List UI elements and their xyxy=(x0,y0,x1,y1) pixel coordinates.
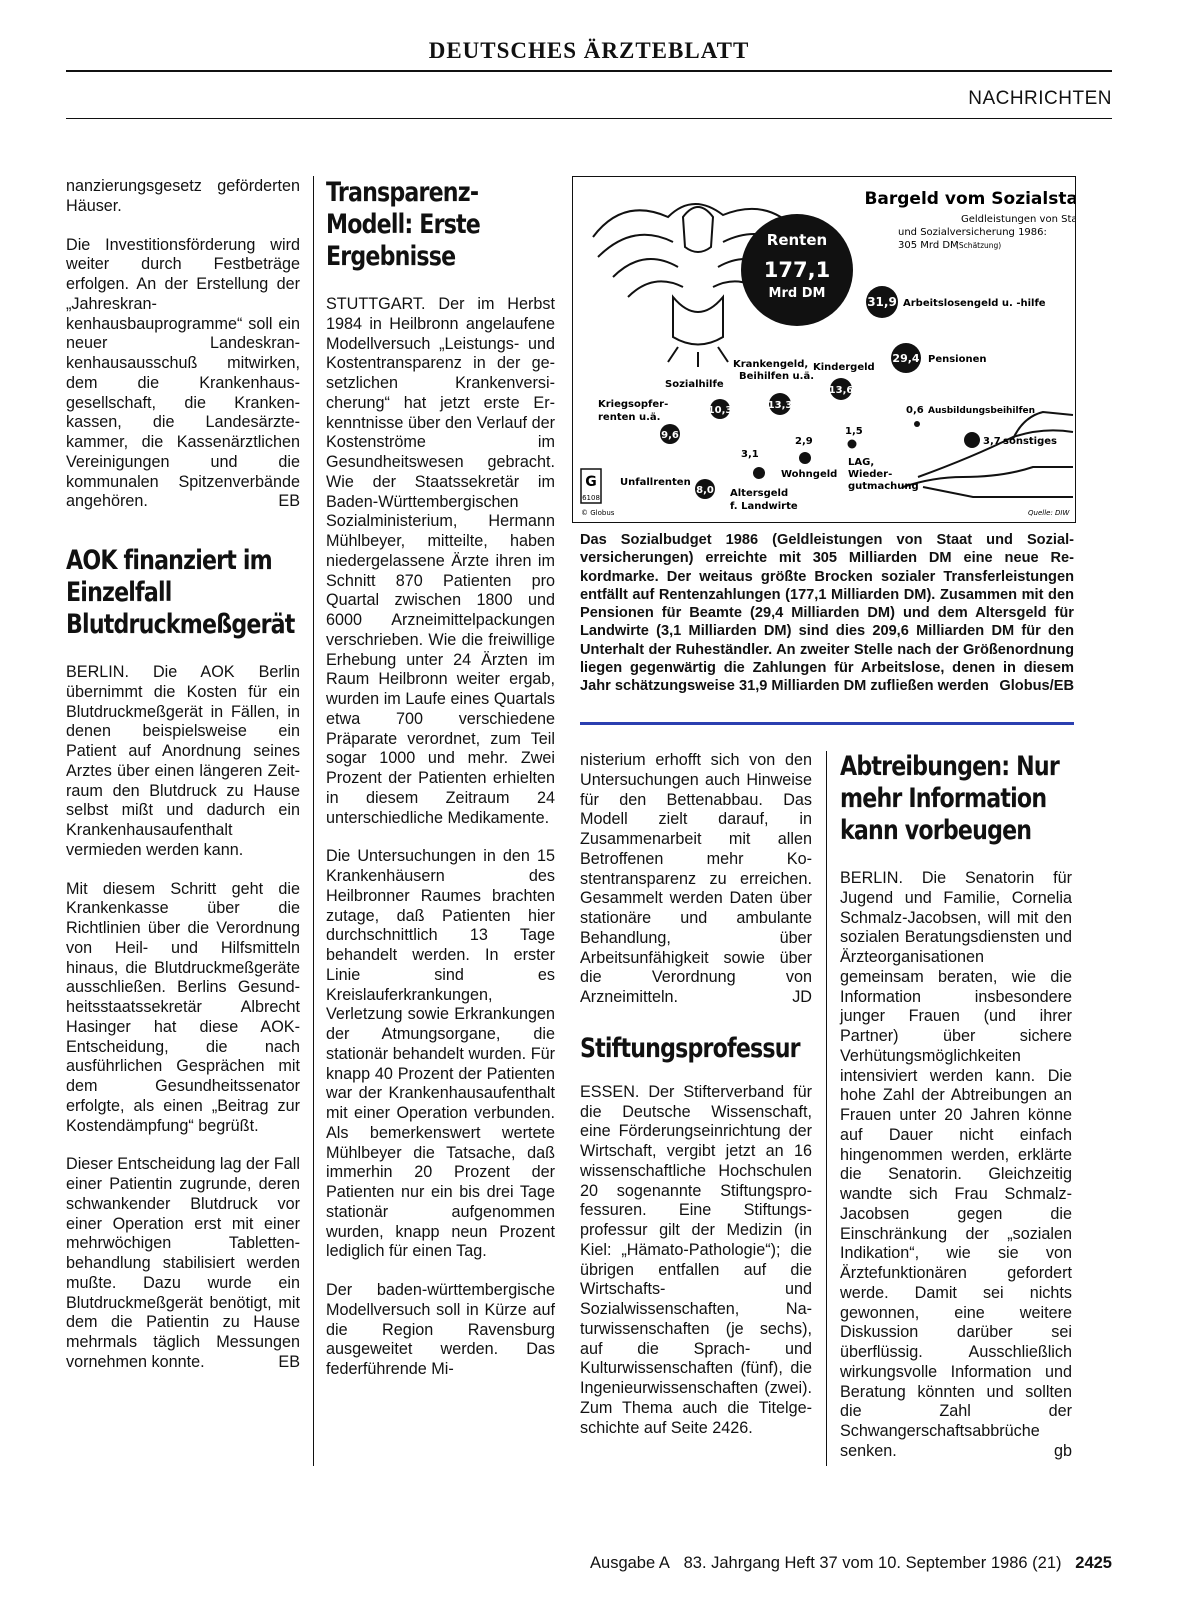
kriegsopferrenten-value: 9,6 xyxy=(661,430,679,441)
unfallrenten-value: 8,0 xyxy=(696,485,714,496)
chart-bubble-ausbildungsbeihilfen xyxy=(914,421,920,427)
chart-box xyxy=(572,176,1076,523)
chart-svg xyxy=(573,177,1075,522)
lag-label-2: Wieder- xyxy=(848,469,893,480)
chart-bubble-lag xyxy=(848,440,857,449)
footer-page-number: 2425 xyxy=(1075,1554,1112,1572)
aok-paragraph-3 xyxy=(66,1155,300,1372)
chart-subtitle-2: und Sozialversicherung 1986: xyxy=(898,227,1047,238)
kriegsopferrenten-label-2: renten u.ä. xyxy=(598,412,661,423)
ausbildung-label: Ausbildungsbeihilfen xyxy=(928,406,1036,416)
abtreibung-paragraph-1-text: BERLIN. Die Senatorin für Jugend und Familie, Cornelia Schmalz-Jacobsen, will mit den sozialen Beratungsdiensten und Ärzteorganisationen gemeinsam beraten, wie die Information insbesondere junger Frauen (und ihrer Partner) über sichere Verhütungsmöglichkeiten intensiviert werden kann. Die hohe Zahl der Abtreibungen an Frauen unter 20 Jahren könne auf Dauer nicht einfach hingenommen werden, erklärte die Senatorin. Gleichzeitig wandte sich Frau Schmalz-Jacobsen gegen die Einschränkung der „sozialen Indikation“, wie sie von Ärztefunktionären gefordert werde. Damit sei nichts gewonnen, eine weitere Diskussion darüber sei überflüssig. Ausschließlich wirkungsvolle Information und Beratung könnten und sollten die Zahl der Schwangerschaftsabbrüche senken. xyxy=(840,869,1072,1460)
stiftung-paragraph-1: ESSEN. Der Stifterverband für die Deutsche Wissenschaft, eine Förderungseinrichtung der Wirtschaft, vergibt jetzt an 16 wissenschaftliche Hochschulen 20 sogenannte Stiftungsprofessuren. Eine Stiftungsprofessur gilt der Medizin (in Kiel: „Hämato-Pathologie“); die übrigen entfallen auf die Wirtschafts- und Sozialwissenschaften, Naturwissenschaften (je sechs), auf die Sprach- und Kulturwissenschaften (fünf), die Ingenieurwissenschaften (zwei). Zum Thema auch die Titelgeschichte auf Seite 2426. xyxy=(580,1082,812,1437)
arbeitslosengeld-label: Arbeitslosengeld u. -hilfe xyxy=(903,298,1046,309)
lag-label-3: gutmachung xyxy=(848,481,919,492)
arbeitslosengeld-value: 31,9 xyxy=(867,295,897,309)
abtreibung-headline: Abtreibungen: Nur mehr Information kann vorbeugen xyxy=(840,751,1059,846)
footer-edition: Ausgabe A xyxy=(590,1554,670,1572)
altersgeld-label-1: Altersgeld xyxy=(730,488,789,499)
krankengeld-label-1: Krankengeld, xyxy=(733,359,809,370)
chart-subtitle-3: 305 Mrd DM xyxy=(898,240,959,251)
section-rule xyxy=(66,118,1112,119)
column-divider-1 xyxy=(313,176,314,1466)
chart-caption xyxy=(580,531,1074,696)
column-4 xyxy=(840,751,1072,1481)
lag-value: 1,5 xyxy=(845,426,863,437)
globus-logo: G xyxy=(585,474,597,490)
footer-issue: 83. Jahrgang Heft 37 vom 10. September 1986 (21) xyxy=(683,1554,1062,1572)
col1-signature: EB xyxy=(278,492,300,511)
chart-subtitle-1: Geldleistungen von Staat xyxy=(961,214,1075,225)
masthead-rule xyxy=(66,70,1112,72)
sonstiges-label: sonstiges xyxy=(1003,436,1057,447)
chart-copyright: © Globus xyxy=(581,509,615,517)
section-title: NACHRICHTEN xyxy=(968,88,1112,109)
aok-paragraph-2: Mit diesem Schritt geht die Krankenkasse über die Richtlinien über die Verordnung von Heil- und Hilfsmitteln hinaus, die Blutdruckmeßgeräte ausschließen. Berlins Gesundheitsstaatssekretär Albrecht Hasinger hat diese AOK-Entscheidung, die nach ausführlichen Gesprächen mit dem Gesundheitssenator erfolgte, als einen „Beitrag zur Kostendämpfung“ begrüßt. xyxy=(66,879,300,1135)
column-2 xyxy=(326,177,555,1399)
abtreibung-signature: gb xyxy=(1053,1441,1072,1460)
aok-paragraph-3-text: Dieser Entscheidung lag der Fall einer Patientin zugrunde, deren schwankender Blutdruck vor einer Operation erst mit einer mehrwöchigen Tablettenbehandlung stabilisiert werden mußte. Dazu wurde ein Blutdruckmeßgerät benötigt, mit dem die Patientin zu Hause mehrmals täglich Messungen vornehmen konnte. xyxy=(66,1155,300,1371)
unfallrenten-label: Unfallrenten xyxy=(620,477,691,488)
altersgeld-label-2: f. Landwirte xyxy=(730,501,798,512)
column-divider-3 xyxy=(826,751,827,1466)
krankengeld-value: 13,3 xyxy=(767,400,793,411)
transparenz-paragraph-1: STUTTGART. Der im Herbst 1984 in Heilbronn angelaufene Modellversuch „Leistungs- und Kostentransparenz in der gesetzlichen Krankenversicherung“ hat jetzt erste Erkenntnisse über den Verlauf der Kostenströme im Gesundheitswesen gebracht. Wie der Staatssekretär im Baden-Württembergischen Sozialministerium, Hermann Mühlbeyer, mitteilte, haben niedergelassene Ärzte ihren im Schnitt 870 Patienten pro Quartal zwischen 1800 und 6000 Arzneimittelpackungen verschrieben. Wie die freiwillige Erhebung unter 24 Ärzten im Raum Heilbronn weiter ergab, wurden im Laufe eines Quartals etwa 700 verschiedene Präparate verordnet, zum Teil sogar 1000 und mehr. Zwei Prozent der Patienten erhielten in diesem Zeitraum 24 unterschiedliche Medikamente. xyxy=(326,295,555,827)
sonstiges-value: 3,7 xyxy=(983,436,1001,447)
wohngeld-label: Wohngeld xyxy=(781,469,838,480)
lag-label-1: LAG, xyxy=(848,457,875,468)
aok-paragraph-1: BERLIN. Die AOK Berlin übernimmt die Kosten für ein Blutdruckmeßgerät in Fällen, in denen beispielsweise ein Patient auf Anordnung seines Arztes über einen längeren Zeitraum den Blutdruck zu Hause selbst mißt und dadurch ein Krankenhausaufenthalt vermieden werden kann. xyxy=(66,663,300,859)
pensionen-label: Pensionen xyxy=(928,354,987,365)
wohngeld-value: 2,9 xyxy=(795,436,813,447)
col3-paragraph-1 xyxy=(580,751,812,1008)
kindergeld-label: Kindergeld xyxy=(813,362,875,373)
page-footer xyxy=(66,1554,1112,1573)
chart-bubble-wohngeld xyxy=(799,452,811,464)
abtreibung-paragraph-1 xyxy=(840,869,1072,1462)
col1-paragraph-2 xyxy=(66,236,300,513)
kindergeld-value: 13,6 xyxy=(828,385,854,396)
sozialhilfe-value: 10,3 xyxy=(707,405,733,416)
masthead: DEUTSCHES ÄRZTEBLATT xyxy=(428,38,750,63)
column-1 xyxy=(66,177,300,1392)
hand-icon xyxy=(903,412,1073,497)
renten-value: 177,1 xyxy=(763,258,831,282)
krankengeld-label-2: Beihilfen u.ä. xyxy=(739,371,815,382)
col1-paragraph-2-text: Die Investitionsförderung wird weiter durch Festbeträge erfolgen. An der Erstellung der „Jahreskrankenhausbauprogramme“ soll ein neuer Landeskrankenhausausschuß mitwirken, dem die Krankenhausgesellschaft, die Krankenkassen, die Landesärztekammer, die Kassenärztlichen Vereinigungen und die kommunalen Spitzenverbände angehören. xyxy=(66,235,300,511)
chart-caption-signature: Globus/EB xyxy=(999,678,1074,695)
chart-subtitle-4: (Schätzung) xyxy=(956,241,1002,250)
globus-number: 6108 xyxy=(582,494,600,502)
chart-title: Bargeld vom Sozialstaat xyxy=(864,189,1075,209)
transparenz-paragraph-3: Der baden-württembergische Modellversuch soll in Kürze auf die Region Ravensburg ausgeweitet werden. Das federführende Mi- xyxy=(326,1281,555,1378)
col1-paragraph-1: nanzierungsgesetz geförderten Häuser. xyxy=(66,177,300,215)
aok-headline: AOK finanziert im Einzelfall Blutdruckmeßgerät xyxy=(66,545,295,640)
altersgeld-value: 3,1 xyxy=(741,449,759,460)
renten-unit: Mrd DM xyxy=(768,286,826,301)
col3-signature: JD xyxy=(792,988,812,1006)
pensionen-value: 29,4 xyxy=(892,352,920,365)
chart-bubble-altersgeld xyxy=(753,467,765,479)
col3-paragraph-1-text: nisterium erhofft sich von den Untersuchungen auch Hinweise für den Bettenabbau. Das Modell zielt darauf, in Zusammenarbeit mit allen Betroffenen mehr Kostentransparenz zu erreichen. Gesammelt werden Daten über stationäre und ambulante Behandlung, über Arbeitsunfähigkeit sowie über die Verordnung von Arzneimitteln. xyxy=(580,751,812,1006)
chart-caption-text: Das Sozialbudget 1986 (Geldleistungen von Staat und Sozialversicherungen) erreichte mit 305 Milliarden DM eine neue Rekordmarke. Der weitaus größte Brocken sozialer Transferleistungen entfällt auf Rentenzahlungen (177,1 Milliarden DM). Zusammen mit den Pensionen für Beamte (29,4 Milliarden DM) und dem Altersgeld für Landwirte (3,1 Milliarden DM) sind dies 209,6 Milliarden DM für den Unterhalt der Ruheständler. An zweiter Stelle nach der Größenordnung liegen gegenwärtig die Zahlungen für Arbeitslose, denen in diesem Jahr schätzungsweise 31,9 Milliarden DM zufließen werden xyxy=(580,532,1074,695)
transparenz-headline: Transparenz-Modell: Erste Ergebnisse xyxy=(326,177,481,272)
aok-signature: EB xyxy=(278,1352,300,1371)
sozialhilfe-label: Sozialhilfe xyxy=(665,379,724,390)
ausbildung-value: 0,6 xyxy=(906,405,924,416)
chart-bubble-sonstiges xyxy=(964,432,980,448)
transparenz-paragraph-2: Die Untersuchungen in den 15 Krankenhäusern des Heilbronner Raumes brachten zutage, daß Patienten hier durchschnittlich 13 Tage behandelt werden. In erster Linie sind es Kreislauferkrankungen, Verletzung sowie Erkrankungen der Atmungsorgane, die stationär behandelt wurden. Für knapp 40 Prozent der Patienten war der Krankenhausaufenthalt mit einer Operation verbunden. Als bemerkenswert wertete Mühlbeyer die Tatsache, daß immerhin 20 Prozent der Patienten nur ein bis drei Tage stationär aufgenommen wurden, knapp neun Prozent lediglich für einen Tag. xyxy=(326,847,555,1261)
stiftung-headline: Stiftungsprofessur xyxy=(580,1032,800,1064)
column-3 xyxy=(580,751,812,1457)
kriegsopferrenten-label-1: Kriegsopfer- xyxy=(598,399,669,410)
accent-rule xyxy=(580,722,1074,725)
chart-source: Quelle: DIW xyxy=(1028,509,1070,517)
renten-label: Renten xyxy=(766,231,828,249)
